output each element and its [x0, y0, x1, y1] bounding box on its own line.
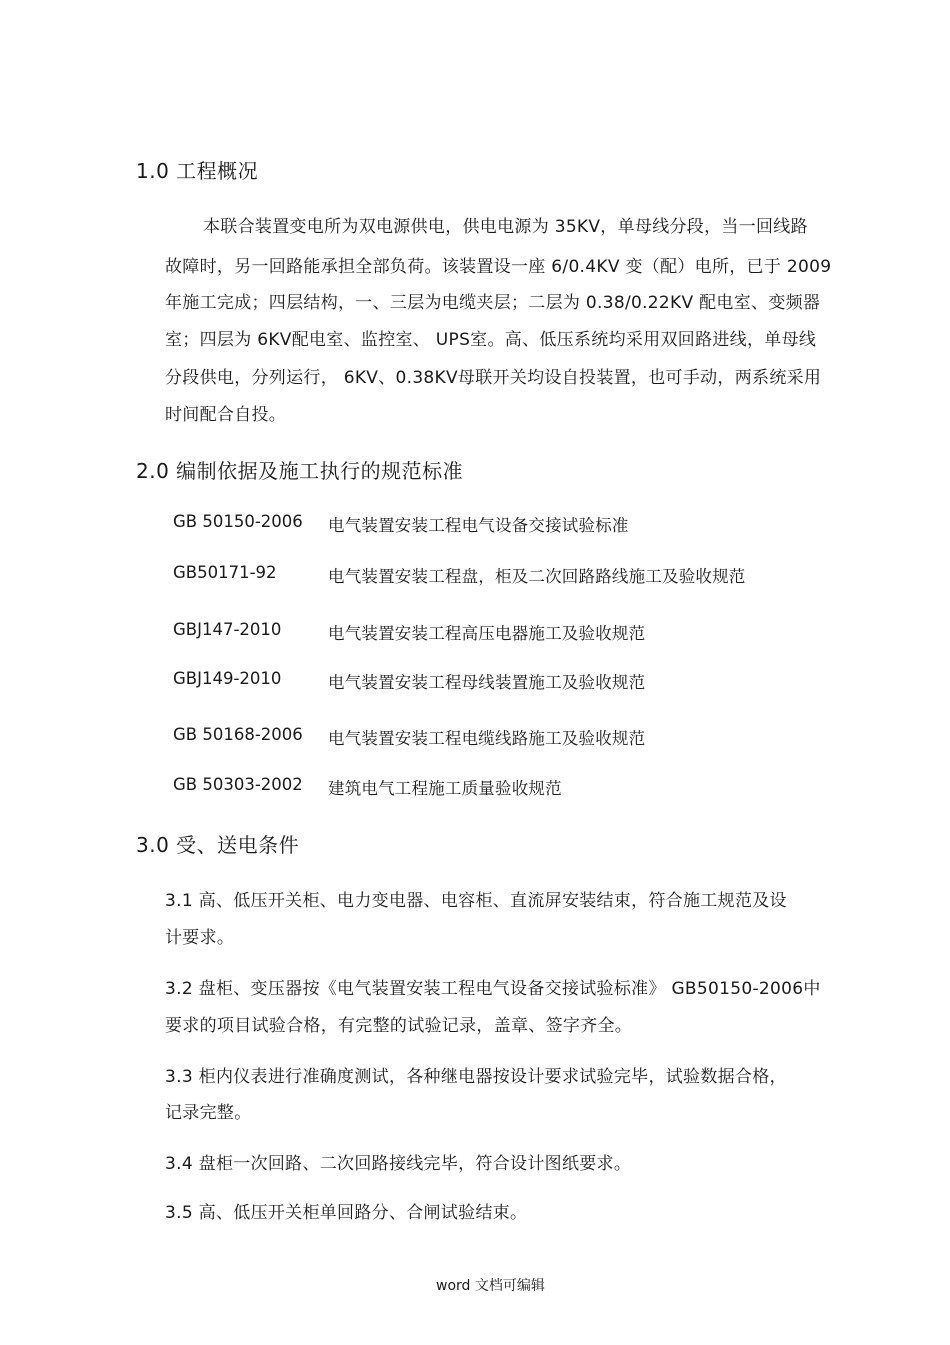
standard-title: 电气装置安装工程电缆线路施工及验收规范 [328, 729, 646, 748]
condition-item-line: 3.1 高、低压开关柜、电力变电器、电容柜、直流屏安装结束，符合施工规范及设 [165, 891, 787, 911]
section-1-heading: 1.0 工程概况 [136, 159, 259, 183]
condition-item-line: 3.3 柜内仪表进行准确度测试，各种继电器按设计要求试验完毕，试验数据合格， [165, 1067, 787, 1087]
standard-code: GB50171-92 [173, 563, 277, 582]
section-3-heading: 3.0 受、送电条件 [136, 833, 300, 857]
paragraph-line: 故障时，另一回路能承担全部负荷。该装置设一座 6/0.4KV 变（配）电所，已于 2009 [165, 257, 832, 277]
paragraph-line: 时间配合自投。 [165, 405, 287, 425]
section-2-heading: 2.0 编制依据及施工执行的规范标准 [136, 459, 464, 483]
standard-code: GBJ149-2010 [173, 669, 282, 688]
paragraph-line: 本联合装置变电所为双电源供电，供电电源为 35KV，单母线分段，当一回线路 [203, 217, 808, 237]
standard-title: 电气装置安装工程电气设备交接试验标准 [328, 516, 629, 535]
condition-item-line: 要求的项目试验合格，有完整的试验记录，盖章、签字齐全。 [165, 1016, 633, 1036]
standard-code: GB 50168-2006 [173, 725, 303, 744]
condition-item-line: 3.2 盘柜、变压器按《电气装置安装工程电气设备交接试验标准》 GB50150-2006中 [165, 979, 821, 999]
condition-item-line: 记录完整。 [165, 1103, 252, 1123]
paragraph-line: 室；四层为 6KV配电室、监控室、 UPS室。高、低压系统均采用双回路进线，单母线 [165, 330, 817, 350]
standard-title: 电气装置安装工程母线装置施工及验收规范 [328, 673, 646, 692]
condition-item-line: 3.4 盘柜一次回路、二次回路接线完毕，符合设计图纸要求。 [165, 1154, 632, 1174]
standard-title: 电气装置安装工程盘，柜及二次回路路线施工及验收规范 [328, 567, 746, 586]
standard-title: 电气装置安装工程高压电器施工及验收规范 [328, 624, 646, 643]
standard-title: 建筑电气工程施工质量验收规范 [328, 779, 562, 798]
standard-code: GB 50150-2006 [173, 512, 303, 531]
page-footer: word 文档可编辑 [436, 1278, 545, 1294]
condition-item-line: 3.5 高、低压开关柜单回路分、合闸试验结束。 [165, 1203, 528, 1223]
paragraph-line: 年施工完成；四层结构，一、三层为电缆夹层；二层为 0.38/0.22KV 配电室、变频器 [165, 293, 821, 313]
standard-code: GB 50303-2002 [173, 775, 303, 794]
standard-code: GBJ147-2010 [173, 620, 282, 639]
condition-item-line: 计要求。 [165, 928, 235, 948]
paragraph-line: 分段供电，分列运行， 6KV、0.38KV母联开关均设自投装置，也可手动，两系统采用 [165, 368, 822, 388]
